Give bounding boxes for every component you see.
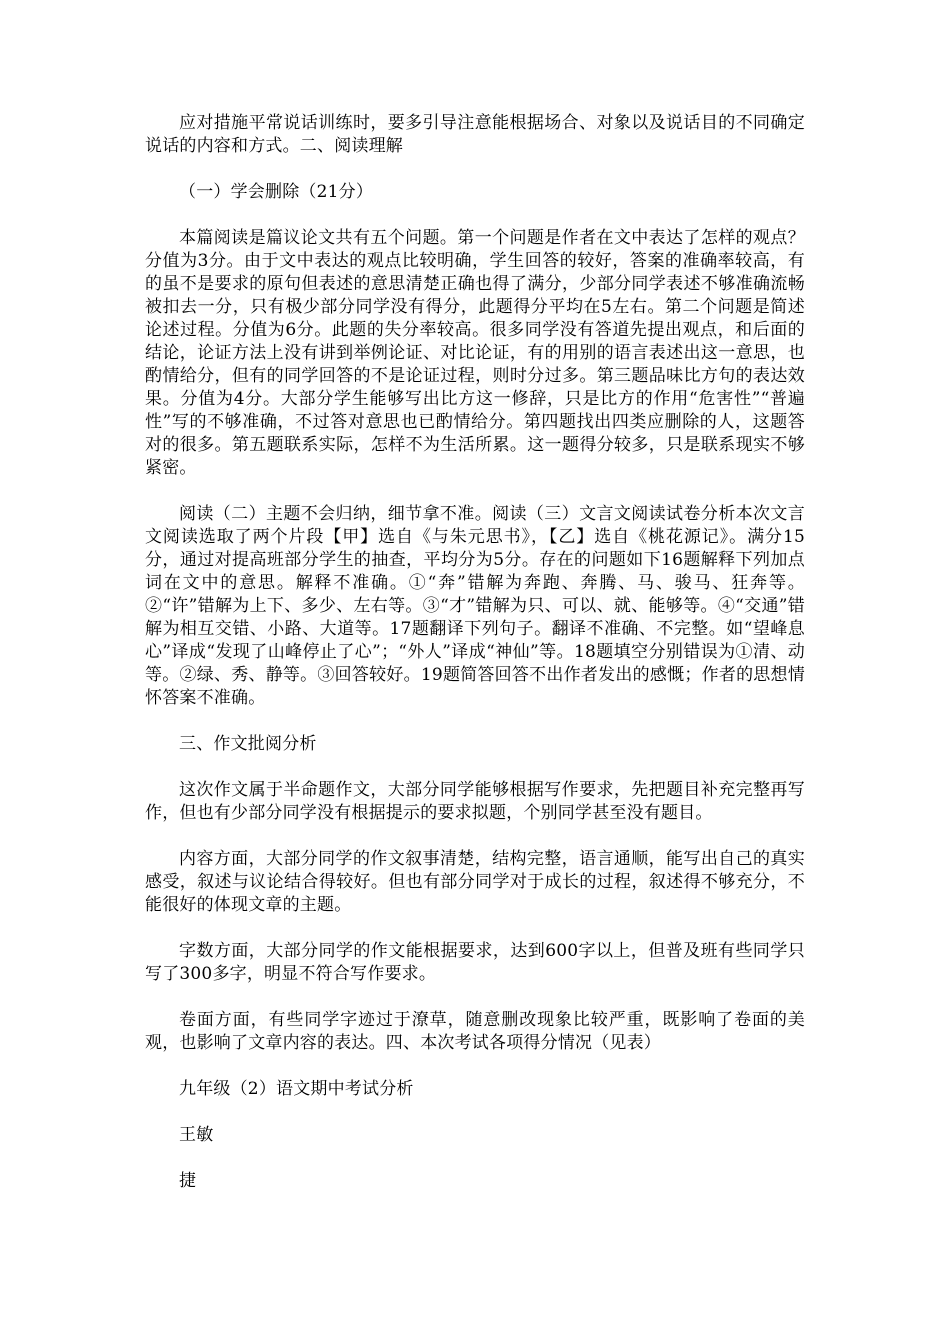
paragraph-composition-wordcount: 字数方面，大部分同学的作文能根据要求，达到600字以上，但普及班有些同学只写了300多字，明显不符合写作要求。 [145,941,805,984]
paragraph-classical-reading-analysis: 阅读（二）主题不会归纳，细节拿不准。阅读（三）文言文阅读试卷分析本次文言文阅读选取了两个片段【甲】选自《与朱元思书》，【乙】选自《桃花源记》。满分15分，通过对提高班部分学生的抽查，平均分为5分。存在的问题如下16题解释下列加点词在文中的意思。解释不准确。①“奔”错解为奔跑、奔腾、马、骏马、狂奔等。②“许”错解为上下、多少、左右等。③“才”错解为只、可以、就、能够等。④“交通”错解为相互交错、小路、大道等。17题翻译下列句子。翻译不准确、不完整。如“望峰息心”译成“发现了山峰停止了心”；“外人”译成“神仙”等。18题填空分别错误为①清、动等。②绿、秀、静等。③回答较好。19题简答回答不出作者发出的感慨；作者的思想情怀答案不准确。 [145,504,805,708]
paragraph-composition-content: 内容方面，大部分同学的作文叙事清楚，结构完整，语言通顺，能写出自己的真实感受，叙述与议论结合得较好。但也有部分同学对于成长的过程，叙述得不够充分，不能很好的体现文章的主题。 [145,849,805,915]
section-heading-deletion: （一）学会删除（21分） [179,182,374,202]
paragraph-composition-neatness: 卷面方面，有些同学字迹过于潦草，随意删改现象比较严重，既影响了卷面的美观，也影响了文章内容的表达。四、本次考试各项得分情况（见表） [145,1010,805,1053]
section-heading-composition: 三、作文批阅分析 [179,734,317,754]
document-body [145,112,805,1193]
paragraph-reading-one-analysis: 本篇阅读是篇议论文共有五个问题。第一个问题是作者在文中表达了怎样的观点？分值为3分。由于文中表达的观点比较明确，学生回答的较好，答案的准确率较高，有的虽不是要求的原句但表述的意思清楚正确也得了满分，少部分同学表述不够准确流畅被扣去一分，只有极少部分同学没有得分，此题得分平均在5左右。第二个问题是简述论述过程。分值为6分。此题的失分率较高。很多同学没有答道先提出观点，和后面的结论，论证方法上没有讲到举例论证、对比论证，有的用别的语言表述出这一意思，也酌情给分，但有的同学回答的不是论证过程，则时分过多。第三题品味比方句的表达效果。分值为4分。大部分学生能够写出比方这一修辞，只是比方的作用“危害性”“普遍性”写的不够准确，不过答对意思也已酌情给分。第四题找出四类应删除的人，这题答对的很多。第五题联系实际，怎样不为生活所累。这一题得分较多，只是联系现实不够紧密。 [145,228,805,478]
document-title-line: 九年级（2）语文期中考试分析 [179,1079,414,1099]
author-name-line: 王敏 [179,1125,214,1145]
author-name-line-continued: 捷 [179,1171,197,1191]
paragraph-composition-title: 这次作文属于半命题作文，大部分同学能够根据写作要求，先把题目补充完整再写作，但也有少部分同学没有根据提示的要求拟题，个别同学甚至没有题目。 [145,780,805,823]
paragraph-speaking-measures: 应对措施平常说话训练时，要多引导注意能根据场合、对象以及说话目的不同确定说话的内容和方式。二、阅读理解 [145,113,805,156]
